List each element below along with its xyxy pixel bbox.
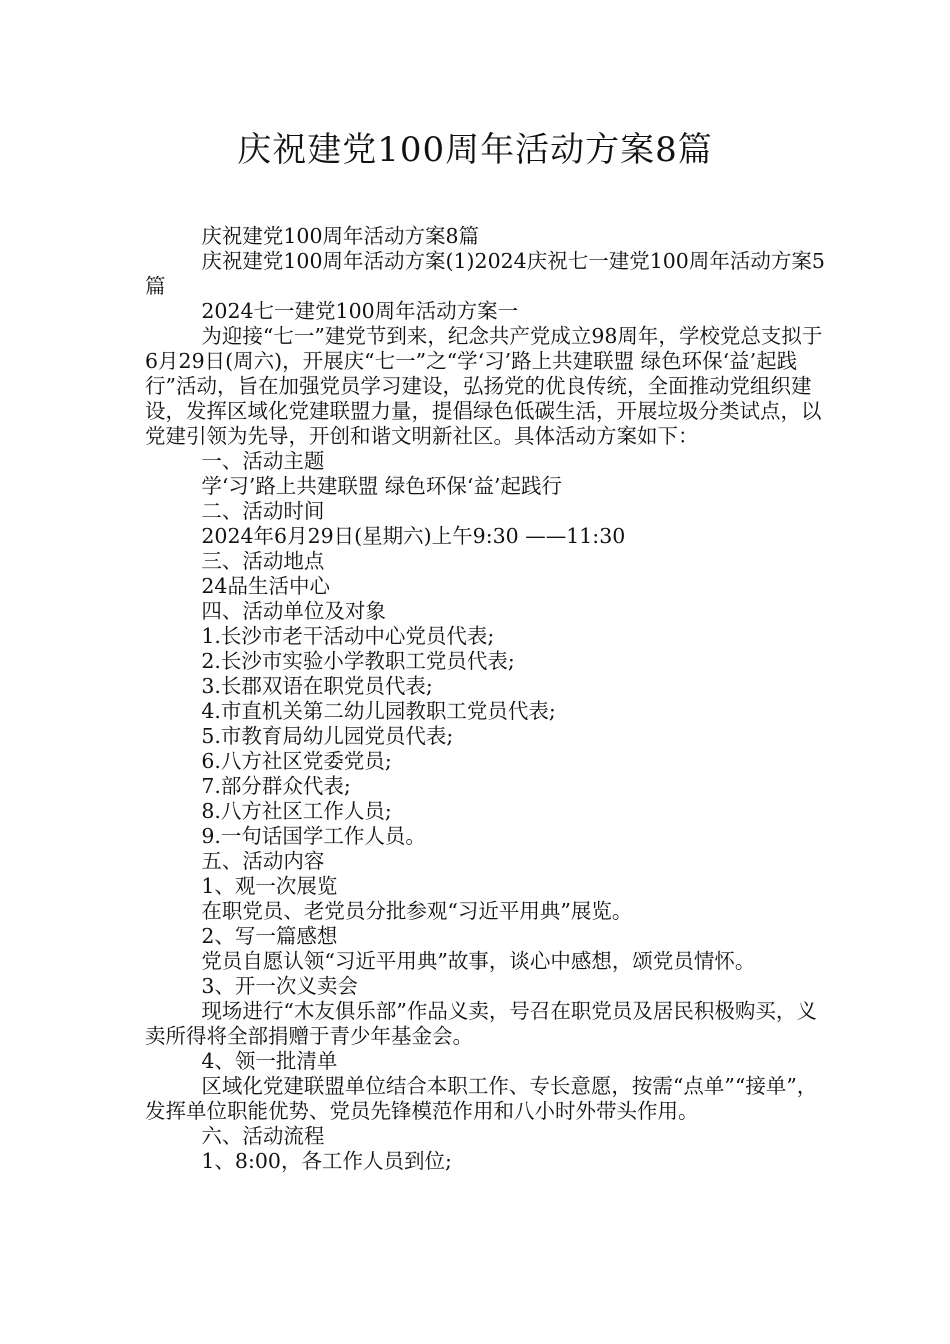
paragraph: 现场进行“木友俱乐部”作品义卖，号召在职党员及居民积极购买，义卖所得将全部捐赠于青少年基金会。 — [145, 999, 817, 1048]
section-heading: 三、活动地点 — [201, 549, 325, 573]
section-heading: 二、活动时间 — [201, 499, 325, 523]
intro-paragraph: 为迎接“七一”建党节到来，纪念共产党成立98周年，学校党总支拟于6月29日(周六)，开展庆“七一”之“学‘习’路上共建联盟 绿色环保‘益’起践行”活动，旨在加强党员学习建设，弘扬党的优良传统，全面推动党组织建设，发挥区域化党建联盟力量，提倡绿色低碳生活，开展垃圾分类试点，以党建引领为先导，开创和谐文明新社区。具体活动方案如下： — [145, 324, 823, 448]
section-heading: 四、活动单位及对象 — [201, 599, 386, 623]
list-item: 1、8:00，各工作人员到位; — [201, 1149, 452, 1173]
paragraph: 党员自愿认领“习近平用典”故事，谈心中感想，颂党员情怀。 — [201, 949, 756, 973]
paragraph: 2024七一建党100周年活动方案一 — [201, 299, 519, 323]
paragraph: 在职党员、老党员分批参观“习近平用典”展览。 — [201, 899, 633, 923]
section-heading: 五、活动内容 — [201, 849, 325, 873]
sub-heading: 4、领一批清单 — [201, 1049, 338, 1073]
list-item: 2.长沙市实验小学教职工党员代表; — [201, 649, 515, 673]
list-item: 9.一句话国学工作人员。 — [201, 824, 426, 848]
paragraph: 区域化党建联盟单位结合本职工作、专长意愿，按需“点单”“接单”，发挥单位职能优势、党员先锋模范作用和八小时外带头作用。 — [145, 1074, 818, 1123]
list-item: 7.部分群众代表; — [201, 774, 351, 798]
sub-heading: 2、写一篇感想 — [201, 924, 338, 948]
paragraph: 庆祝建党100周年活动方案8篇 — [201, 224, 480, 248]
paragraph: 庆祝建党100周年活动方案(1)2024庆祝七一建党100周年活动方案5篇 — [145, 249, 825, 298]
paragraph: 24品生活中心 — [201, 574, 330, 598]
sub-heading: 1、观一次展览 — [201, 874, 338, 898]
document-body — [145, 224, 825, 1174]
section-heading: 六、活动流程 — [201, 1124, 325, 1148]
section-heading: 一、活动主题 — [201, 449, 325, 473]
list-item: 4.市直机关第二幼儿园教职工党员代表; — [201, 699, 556, 723]
list-item: 6.八方社区党委党员; — [201, 749, 392, 773]
list-item: 1.长沙市老干活动中心党员代表; — [201, 624, 495, 648]
list-item: 5.市教育局幼儿园党员代表; — [201, 724, 454, 748]
document-title: 庆祝建党100周年活动方案8篇 — [237, 130, 713, 170]
list-item: 3.长郡双语在职党员代表; — [201, 674, 433, 698]
paragraph: 2024年6月29日(星期六)上午9:30 ——11:30 — [201, 524, 626, 548]
list-item: 8.八方社区工作人员; — [201, 799, 392, 823]
sub-heading: 3、开一次义卖会 — [201, 974, 358, 998]
paragraph: 学‘习’路上共建联盟 绿色环保‘益’起践行 — [201, 474, 562, 498]
